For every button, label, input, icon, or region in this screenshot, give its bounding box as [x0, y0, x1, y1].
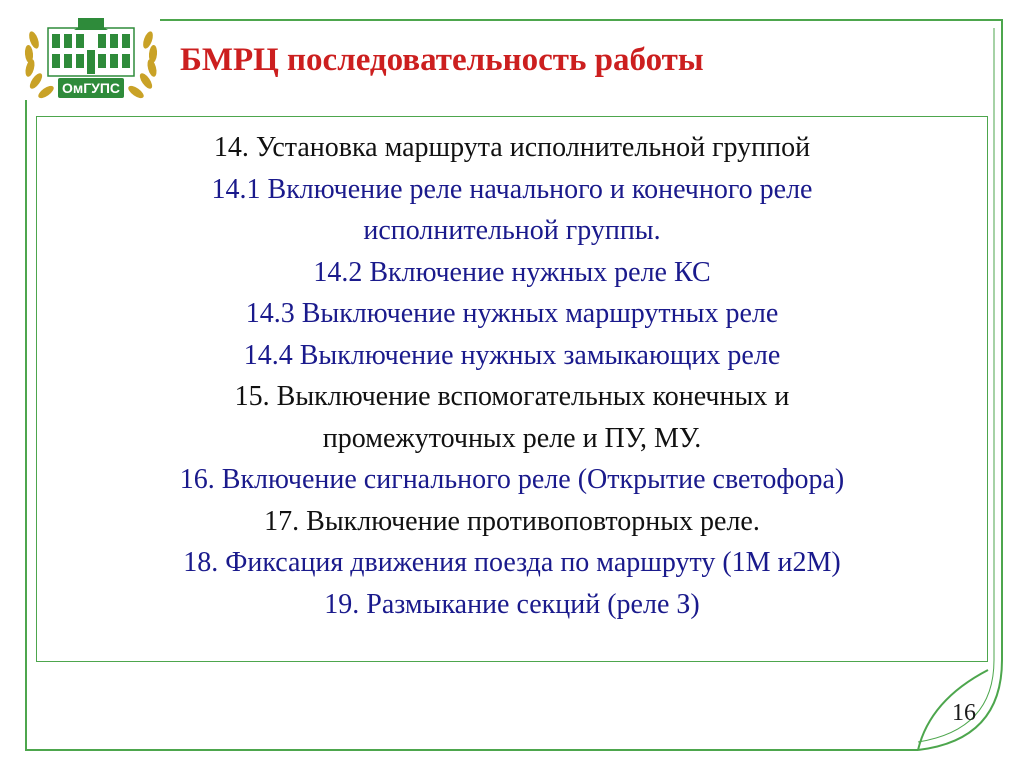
content-lines	[37, 127, 987, 625]
content-line: 18. Фиксация движения поезда по маршруту (1М и2М)	[183, 547, 841, 578]
content-line: 14.4 Выключение нужных замыкающих реле	[243, 339, 781, 371]
slide-title: БМРЦ последовательность работы	[180, 42, 704, 78]
content-line: 17. Выключение противоповторных реле.	[264, 505, 760, 537]
content-box	[36, 116, 988, 662]
content-line: 19. Размыкание секций (реле З)	[324, 588, 700, 620]
building-icon	[48, 18, 134, 76]
content-line: 14. Установка маршрута исполнительной группой	[213, 132, 811, 163]
content-line: промежуточных реле и ПУ, МУ.	[322, 422, 702, 454]
university-logo	[16, 10, 166, 110]
content-line: 14.2 Включение нужных реле КС	[313, 256, 711, 288]
logo-text: ОмГУПС	[61, 80, 121, 96]
content-line: 16. Включение сигнального реле (Открытие светофора)	[179, 464, 845, 495]
content-line: исполнительной группы.	[363, 215, 661, 246]
content-line: 14.1 Включение реле начального и конечного реле	[211, 173, 813, 205]
content-line: 15. Выключение вспомогательных конечных и	[234, 381, 790, 412]
content-line: 14.3 Выключение нужных маршрутных реле	[245, 298, 779, 329]
page-number: 16	[952, 700, 976, 726]
